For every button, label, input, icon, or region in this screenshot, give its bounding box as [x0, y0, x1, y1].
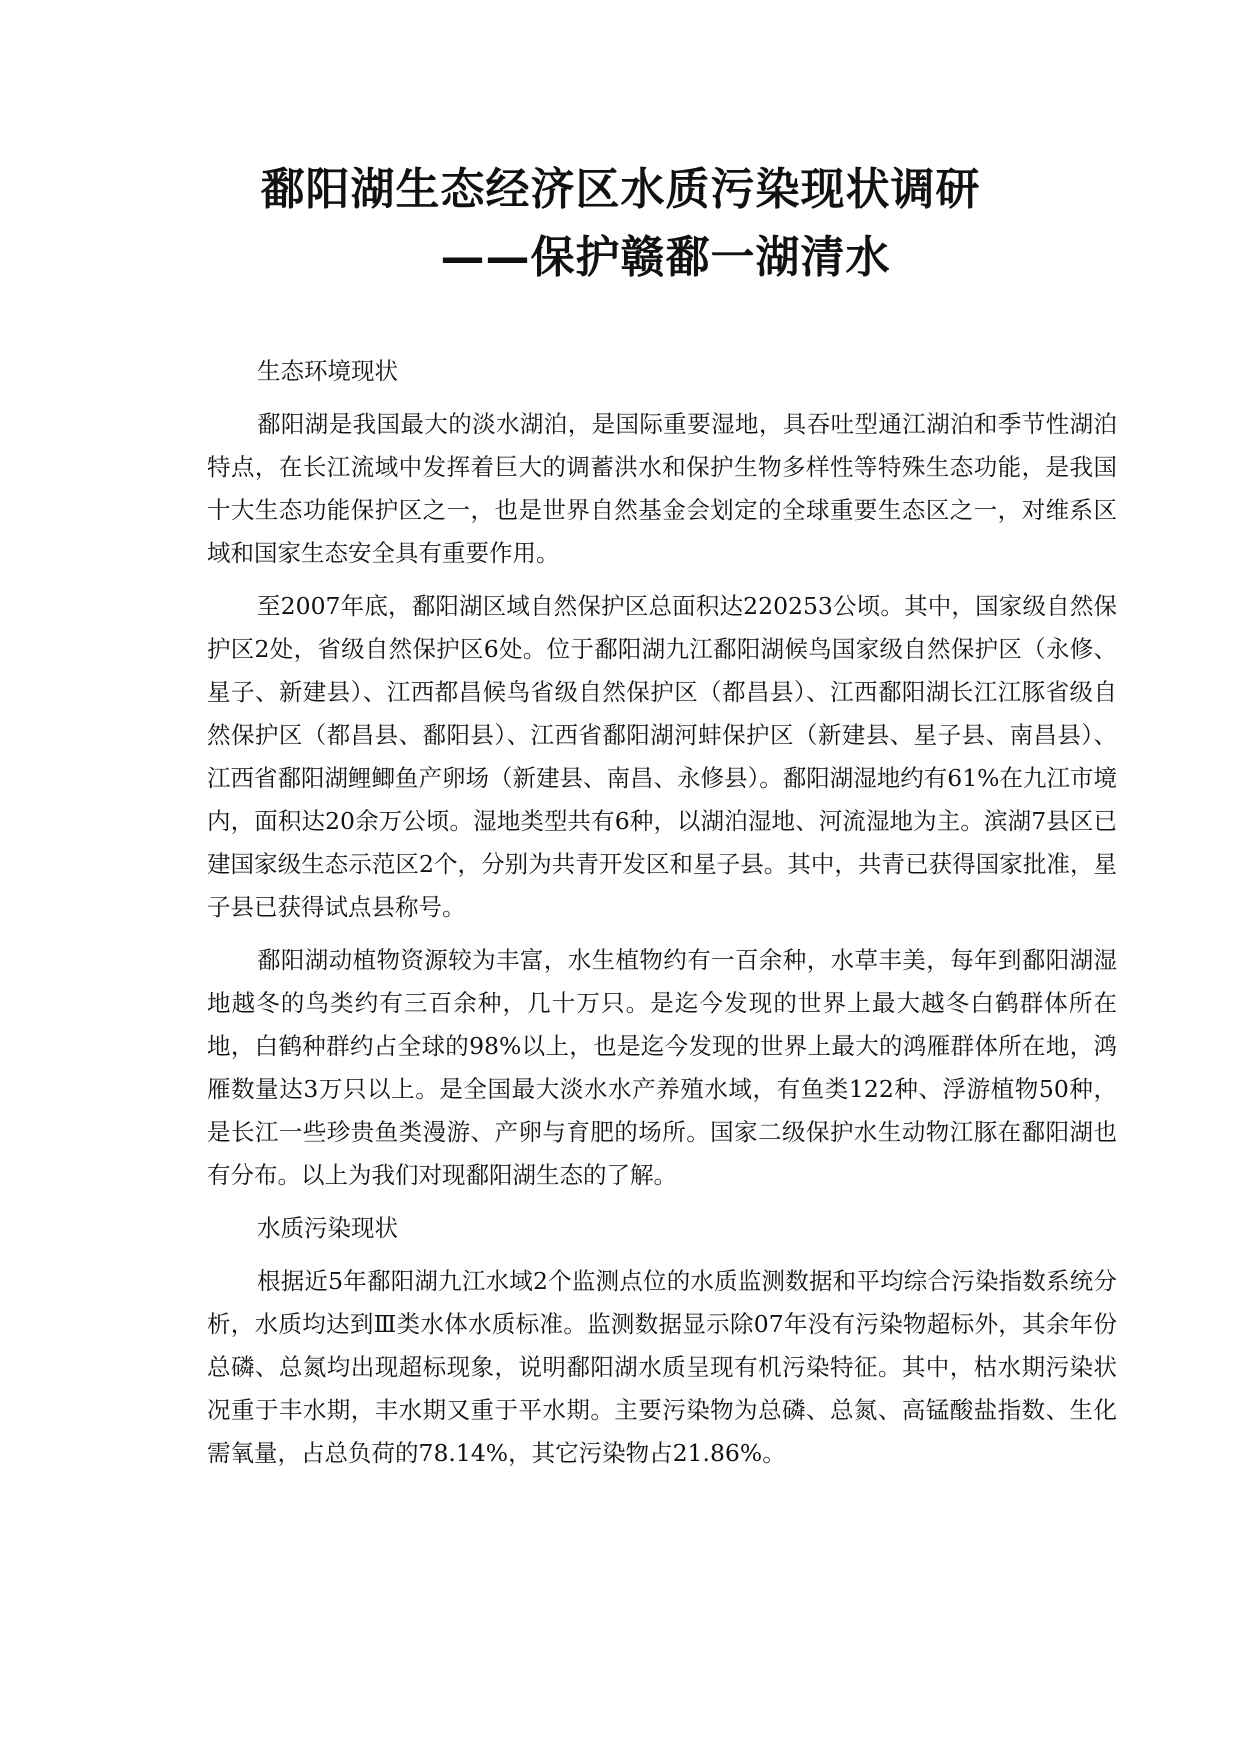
paragraph-water-1: 根据近5年鄱阳湖九江水域2个监测点位的水质监测数据和平均综合污染指数系统分析，水质均达到Ⅲ类水体水质标准。监测数据显示除07年没有污染物超标外，其余年份总磷、总氮均出现超标现象，说明鄱阳湖水质呈现有机污染特征。其中，枯水期污染状况重于丰水期，丰水期又重于平水期。主要污染物为总磷、总氮、高锰酸盐指数、生化需氧量，占总负荷的78.14%，其它污染物占21.86%。 [207, 1267, 1117, 1467]
document-body [207, 350, 1117, 1485]
document-subtitle: ——保护赣鄱一湖清水 [440, 232, 891, 283]
paragraph-ecology-1: 鄱阳湖是我国最大的淡水湖泊，是国际重要湿地，具吞吐型通江湖泊和季节性湖泊特点，在长江流域中发挥着巨大的调蓄洪水和保护生物多样性等特殊生态功能，是我国十大生态功能保护区之一，也是世界自然基金会划定的全球重要生态区之一，对维系区域和国家生态安全具有重要作用。 [207, 410, 1117, 567]
section-heading-water: 水质污染现状 [257, 1214, 398, 1242]
document-title: 鄱阳湖生态经济区水质污染现状调研 [260, 164, 981, 215]
paragraph-ecology-3: 鄱阳湖动植物资源较为丰富，水生植物约有一百余种，水草丰美，每年到鄱阳湖湿地越冬的鸟类约有三百余种，几十万只。是迄今发现的世界上最大越冬白鹤群体所在地，白鹤种群约占全球的98%以上，也是迄今发现的世界上最大的鸿雁群体所在地，鸿雁数量达3万只以上。是全国最大淡水水产养殖水域，有鱼类122种、浮游植物50种，是长江一些珍贵鱼类漫游、产卵与育肥的场所。国家二级保护水生动物江豚在鄱阳湖也有分布。以上为我们对现鄱阳湖生态的了解。 [207, 946, 1117, 1189]
section-heading-ecology: 生态环境现状 [257, 357, 398, 385]
paragraph-ecology-2: 至2007年底，鄱阳湖区域自然保护区总面积达220253公顷。其中，国家级自然保护区2处，省级自然保护区6处。位于鄱阳湖九江鄱阳湖候鸟国家级自然保护区（永修、星子、新建县）、江西都昌候鸟省级自然保护区（都昌县）、江西鄱阳湖长江江豚省级自然保护区（都昌县、鄱阳县）、江西省鄱阳湖河蚌保护区（新建县、星子县、南昌县）、江西省鄱阳湖鲤鲫鱼产卵场（新建县、南昌、永修县）。鄱阳湖湿地约有61%在九江市境内，面积达20余万公顷。湿地类型共有6种，以湖泊湿地、河流湿地为主。滨湖7县区已建国家级生态示范区2个，分别为共青开发区和星子县。其中，共青已获得国家批准，星子县已获得试点县称号。 [207, 592, 1117, 921]
